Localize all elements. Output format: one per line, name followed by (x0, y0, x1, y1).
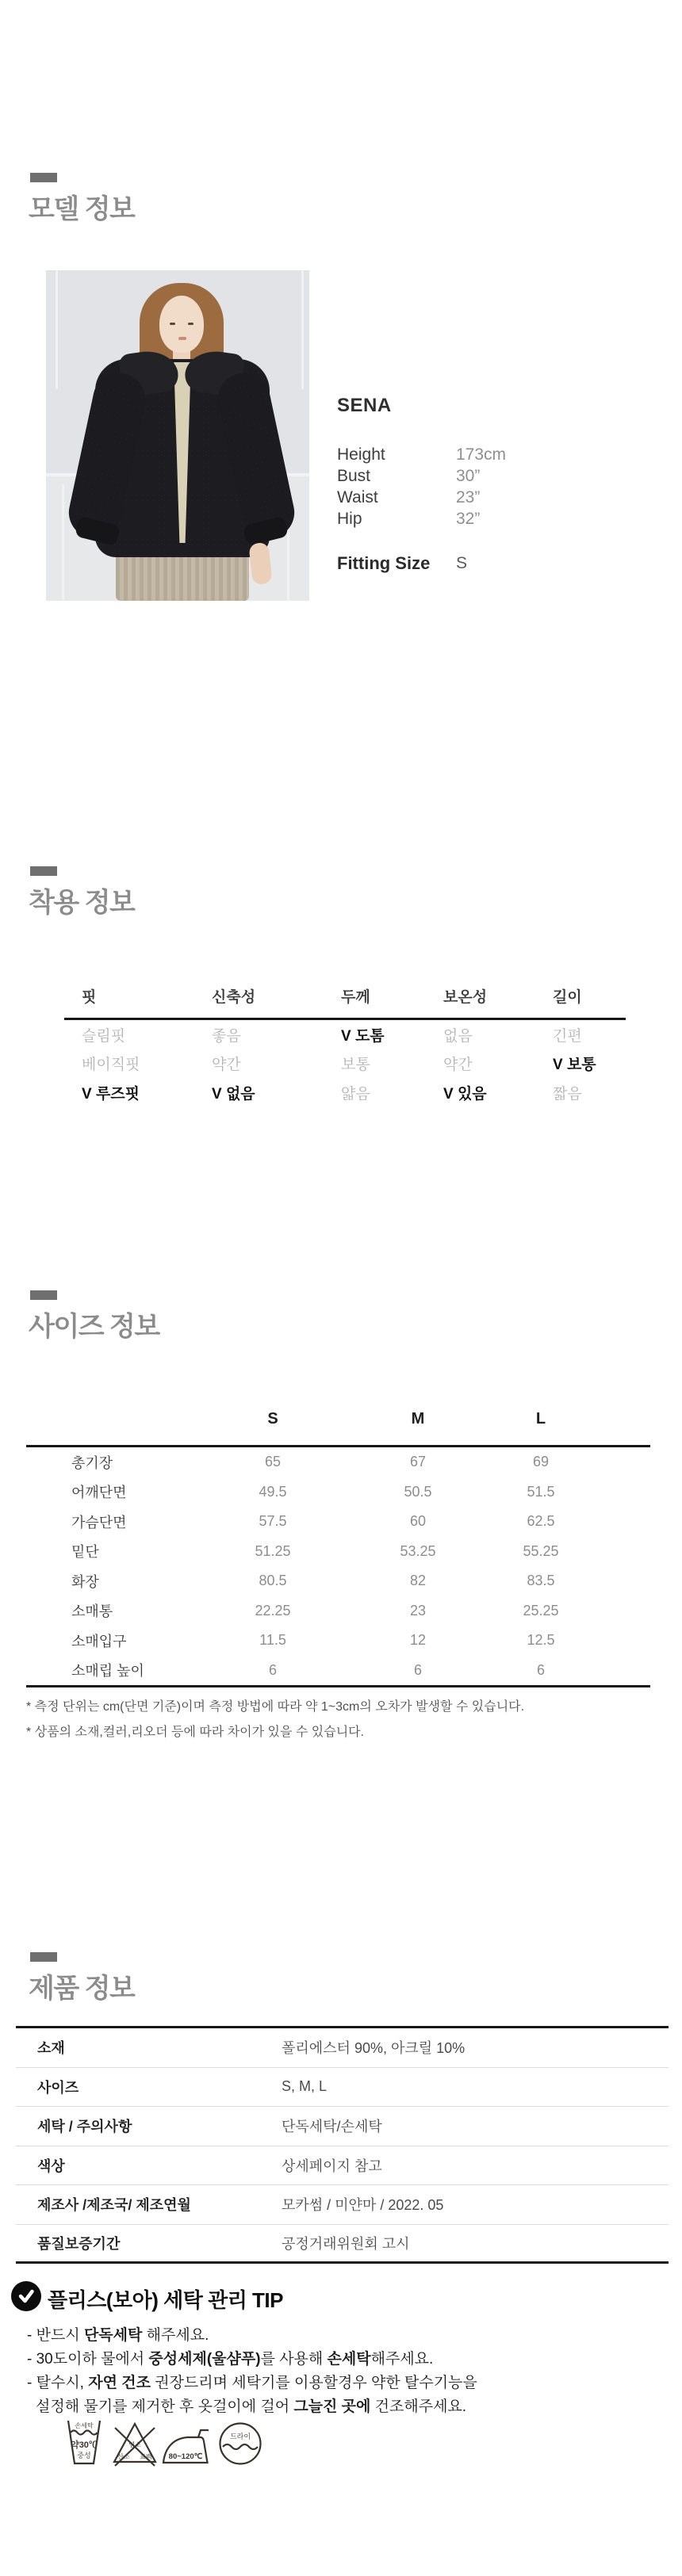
iron-80-120-icon (161, 2424, 210, 2467)
size-value: 51.5 (527, 1483, 555, 1500)
product-row (16, 2068, 669, 2108)
measurement-value: 173cm (456, 445, 507, 464)
size-table-row (26, 1447, 650, 1477)
fit-cell: 얇음 (341, 1085, 370, 1103)
product-row (16, 2146, 669, 2186)
product-info-title: 제품 정보 (29, 1974, 135, 2004)
wall-panel-line (301, 270, 304, 389)
no-bleach-bleach-label: 표백 (140, 2453, 152, 2460)
fit-cell: 좋음 (212, 1027, 241, 1045)
fit-cell-checked: V 도톰 (341, 1027, 385, 1045)
product-row-value: 단독세탁/손세탁 (282, 2119, 382, 2135)
section-bar-product (30, 1952, 57, 1962)
size-value: 23 (409, 1602, 427, 1619)
model-eye (188, 323, 193, 325)
product-row-value: 폴리에스터 90%, 아크릴 10% (282, 2040, 466, 2057)
no-bleach-chlorine-label: 염소 (128, 2441, 141, 2448)
product-row-value: 모카썸 / 미얀마 / 2022. 05 (282, 2197, 444, 2214)
size-row-label: 소매통 (71, 1603, 113, 1620)
product-row-label: 소재 (37, 2040, 65, 2057)
fitting-size-value: S (456, 554, 468, 572)
size-value: 25.25 (523, 1602, 559, 1619)
care-tip-lines (27, 2324, 477, 2419)
product-row-label: 색상 (37, 2157, 65, 2174)
wall-panel-line (56, 270, 58, 389)
tip-text-bold: 그늘진 곳에 (293, 2398, 371, 2415)
size-value: 49.5 (259, 1483, 287, 1500)
tip-text: - 반드시 (27, 2327, 84, 2344)
tip-text-bold: 단독세탁 (83, 2327, 143, 2344)
measurement-value: 23” (456, 487, 481, 506)
fit-col-header: 두께 (341, 989, 370, 1006)
fit-cell: 약간 (443, 1057, 473, 1074)
fit-cell: 보통 (341, 1057, 370, 1074)
tip-text: 권장드리며 세탁기를 이용할경우 약한 탈수기능을 (150, 2375, 477, 2391)
size-col-header: M (411, 1409, 425, 1428)
size-notes (26, 1695, 524, 1745)
size-value: 62.5 (527, 1513, 555, 1530)
measurement-row (337, 444, 506, 465)
size-value: 83.5 (527, 1573, 555, 1589)
care-tip-line (27, 2348, 477, 2372)
tip-text-bold: 중성세제(울샴푸) (148, 2351, 261, 2368)
size-table-row (26, 1596, 650, 1626)
size-value: 82 (409, 1573, 427, 1589)
size-table-row (26, 1507, 650, 1537)
product-row-label: 세탁 / 주의사항 (37, 2119, 132, 2135)
size-note: * 상품의 소재,컬러,리오더 등에 따라 차이가 있을 수 있습니다. (26, 1726, 365, 1739)
size-row-label: 소매입구 (71, 1633, 127, 1649)
measurement-value: 30” (456, 466, 481, 485)
measurement-label: Bust (337, 466, 371, 485)
product-info-table (16, 2026, 669, 2264)
tip-text-bold: 자연 건조 (88, 2375, 151, 2391)
size-table-row (26, 1566, 650, 1596)
tip-text-bold: 손세탁 (327, 2351, 371, 2368)
model-eye (170, 323, 175, 325)
size-value: 57.5 (259, 1513, 287, 1530)
product-row-value: 공정거래위원회 고시 (282, 2235, 410, 2252)
fit-col-header: 핏 (82, 989, 97, 1006)
fit-cell: 약간 (212, 1057, 241, 1074)
size-table-row (26, 1656, 650, 1686)
table-rule (26, 1685, 650, 1687)
size-value: 51.25 (255, 1542, 291, 1559)
tip-text: 설정해 물기를 제거한 후 옷걸이에 걸어 (36, 2398, 294, 2415)
size-note: * 측정 단위는 cm(단면 기준)이며 측정 방법에 따라 약 1~3cm의 오차가 발생할 수 있습니다. (26, 1700, 525, 1714)
hand-wash-icon-label: 손세탁 (75, 2422, 94, 2429)
hand-wash-temp-label: 약30℃ (71, 2440, 98, 2450)
product-row-label: 품질보증기간 (37, 2235, 121, 2252)
model-photo (46, 270, 309, 601)
product-row-label: 제조사 /제조국/ 제조연월 (37, 2197, 191, 2214)
no-bleach-icon (111, 2419, 159, 2467)
size-value: 55.25 (523, 1542, 559, 1559)
model-measurements (337, 444, 506, 529)
model-name: SENA (337, 395, 392, 416)
measurement-label: Height (337, 445, 385, 464)
measurement-value: 32” (456, 509, 481, 528)
section-bar-fit (30, 866, 57, 876)
tip-text: 를 사용해 (260, 2351, 328, 2368)
wall-panel-line (62, 484, 64, 601)
size-value: 6 (413, 1661, 422, 1678)
fit-table-row (64, 1078, 626, 1107)
size-row-label: 총기장 (71, 1454, 113, 1471)
size-value: 12 (409, 1632, 427, 1649)
section-bar-model (30, 173, 57, 182)
size-value: 60 (409, 1513, 427, 1530)
measurement-label: Hip (337, 509, 362, 528)
care-tip-heading: 플리스(보아) 세탁 관리 TIP (48, 2288, 283, 2312)
fit-col-header: 길이 (553, 989, 582, 1006)
size-value: 6 (536, 1661, 545, 1678)
fit-table-row (64, 1020, 626, 1049)
measurement-label: Waist (337, 487, 378, 506)
size-row-label: 가슴단면 (71, 1514, 127, 1531)
size-table-row (26, 1626, 650, 1656)
size-value: 65 (264, 1454, 282, 1470)
fit-table-header (64, 985, 626, 1007)
no-bleach-oxygen-label: 산소 (117, 2453, 130, 2460)
size-row-label: 밑단 (71, 1544, 99, 1561)
model-lips (178, 337, 186, 340)
size-value: 12.5 (527, 1632, 555, 1649)
size-row-label: 어깨단면 (71, 1485, 127, 1501)
measurement-row (337, 487, 506, 508)
product-row-value: 상세페이지 참고 (282, 2157, 382, 2174)
fit-cell-checked: V 보통 (553, 1057, 596, 1074)
size-value: 6 (268, 1661, 277, 1678)
product-row (16, 2028, 669, 2068)
fit-col-header: 보온성 (443, 989, 488, 1006)
product-row-value: S, M, L (282, 2078, 328, 2095)
hand-wash-30-icon (65, 2417, 103, 2467)
fit-cell: 짧음 (553, 1085, 582, 1103)
tip-text: 건조해주세요. (370, 2398, 467, 2415)
product-row (16, 2225, 669, 2265)
dry-icon-label: 드라이 (229, 2433, 251, 2440)
size-table (26, 1403, 650, 1687)
size-info-title: 사이즈 정보 (29, 1312, 159, 1342)
fit-cell: 베이직핏 (82, 1057, 140, 1074)
care-tip-line (27, 2372, 477, 2395)
iron-temp-label: 80~120℃ (168, 2452, 203, 2461)
fitting-size-row (337, 553, 467, 574)
dry-clean-icon (216, 2421, 264, 2467)
size-value: 67 (409, 1454, 427, 1470)
measurement-row (337, 508, 506, 529)
size-value: 22.25 (255, 1602, 291, 1619)
fit-cell-checked: V 있음 (443, 1085, 487, 1103)
model-info-title: 모델 정보 (29, 194, 135, 224)
fit-cell-checked: V 없음 (212, 1085, 255, 1103)
product-row-label: 사이즈 (37, 2079, 79, 2096)
section-bar-size (30, 1290, 57, 1300)
fit-cell-checked: V 루즈핏 (82, 1085, 140, 1103)
fit-table-row (64, 1049, 626, 1079)
fit-info-title: 착용 정보 (29, 888, 135, 918)
fit-col-header: 신축성 (212, 989, 256, 1006)
fit-info-table (64, 985, 626, 1107)
size-value: 53.25 (400, 1542, 436, 1559)
size-value: 50.5 (404, 1483, 432, 1500)
size-row-label: 화장 (71, 1573, 99, 1590)
fit-cell: 긴편 (553, 1027, 582, 1045)
measurement-row (337, 465, 506, 487)
tip-text: - 30도이하 물에서 (27, 2351, 149, 2368)
size-value: 11.5 (259, 1632, 286, 1649)
care-tip-line (27, 2395, 477, 2419)
size-table-header (26, 1403, 650, 1435)
tip-text: 해주세요. (370, 2351, 434, 2368)
size-table-row (26, 1537, 650, 1567)
tip-text: - 탈수시, (27, 2375, 89, 2391)
size-value: 69 (532, 1454, 550, 1470)
product-row (16, 2107, 669, 2146)
size-row-label: 소매립 높이 (71, 1663, 144, 1680)
size-col-header: S (267, 1409, 278, 1428)
care-tip-line (27, 2324, 477, 2348)
size-col-header: L (535, 1409, 546, 1428)
tip-text: 해주세요. (142, 2327, 209, 2344)
check-badge-icon (11, 2281, 41, 2311)
fitting-size-label: Fitting Size (337, 553, 431, 573)
fit-cell: 슬림핏 (82, 1027, 126, 1045)
product-row (16, 2185, 669, 2225)
model-face (159, 296, 204, 353)
fit-cell: 없음 (443, 1027, 473, 1045)
size-value: 80.5 (259, 1573, 287, 1589)
hand-wash-neutral-label: 중성 (77, 2452, 91, 2459)
size-table-row (26, 1477, 650, 1508)
